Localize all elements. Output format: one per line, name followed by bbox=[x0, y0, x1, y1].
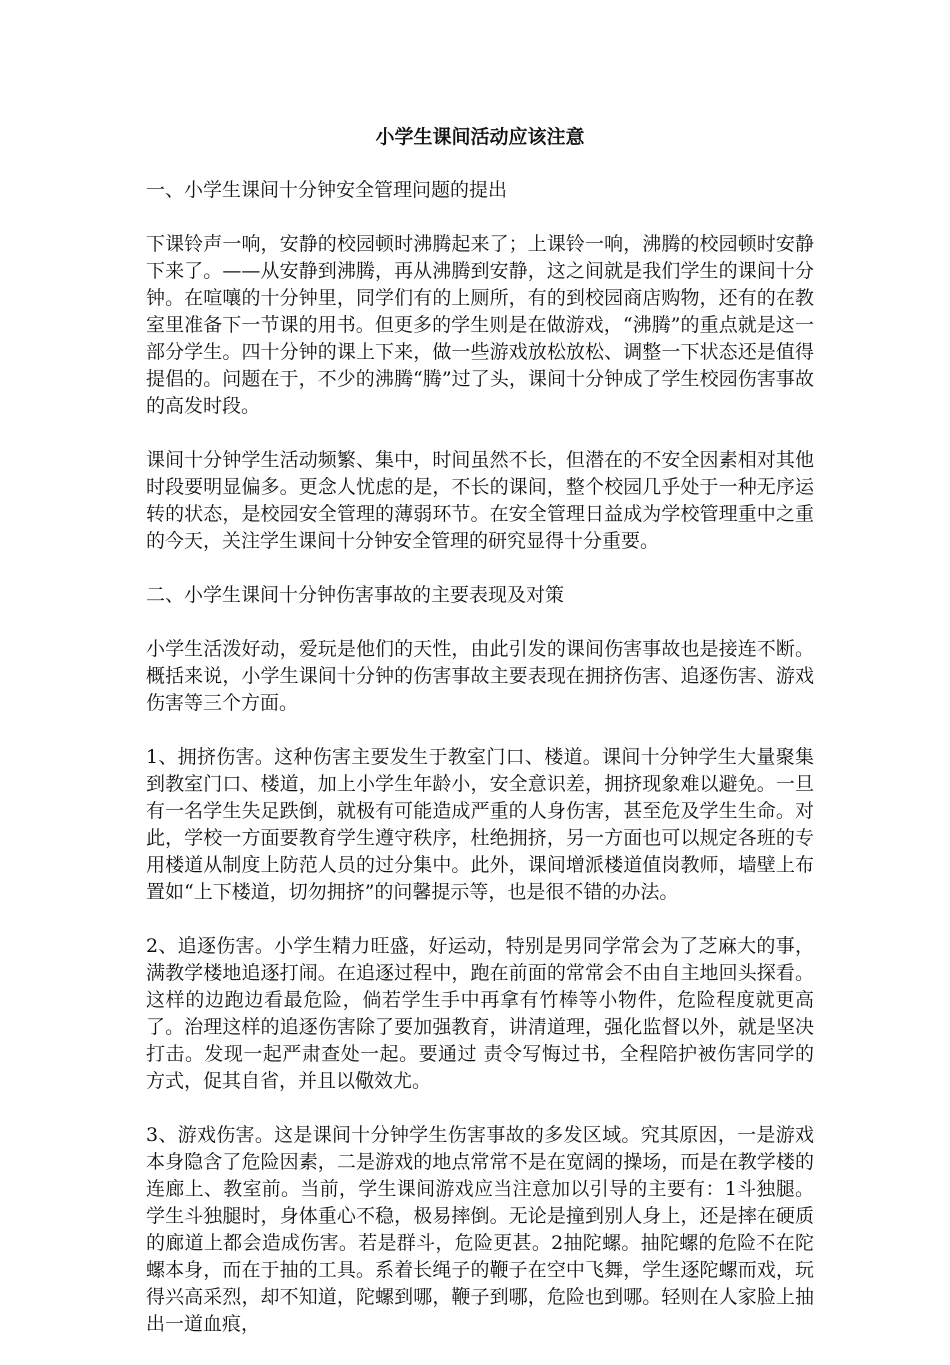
document-body bbox=[146, 120, 814, 1365]
paragraph: 2、追逐伤害。小学生精力旺盛，好运动，特别是男同学常会为了芝麻大的事，满教学楼地追逐打闹。在追逐过程中，跑在前面的常常会不由自主地回头探看。这样的边跑边看最危险，倘若学生手中再拿有竹棒等小物件，危险程度就更高了。治理这样的追逐伤害除了要加强教育，讲清道理，强化监督以外，就是坚决打击。发现一起严肃查处一起。要通过 责令写悔过书，全程陪护被伤害同学的方式，促其自省，并且以儆效尤。 bbox=[146, 935, 814, 1092]
document-title: 小学生课间活动应该注意 bbox=[375, 126, 585, 148]
paragraph: 课间十分钟学生活动频繁、集中，时间虽然不长，但潜在的不安全因素相对其他时段要明显偏多。更念人忧虑的是，不长的课间，整个校园几乎处于一种无序运转的状态，是校园安全管理的薄弱环节。在安全管理日益成为学校管理重中之重的今天，关注学生课间十分钟安全管理的研究显得十分重要。 bbox=[146, 449, 814, 552]
paragraph: 下课铃声一响，安静的校园顿时沸腾起来了；上课铃一响，沸腾的校园顿时安静下来了。——从安静到沸腾，再从沸腾到安静，这之间就是我们学生的课间十分钟。在喧嚷的十分钟里，同学们有的上厕所，有的到校园商店购物，还有的在教室里准备下一节课的用书。但更多的学生则是在做游戏，“沸腾”的重点就是这一部分学生。四十分钟的课上下来，做一些游戏放松放松、调整一下状态还是值得提倡的。问题在于，不少的沸腾“腾”过了头，课间十分钟成了学生校园伤害事故的高发时段。 bbox=[146, 233, 814, 417]
section-heading-1: 一、小学生课间十分钟安全管理问题的提出 bbox=[146, 179, 508, 201]
paragraph: 1、拥挤伤害。这种伤害主要发生于教室门口、楼道。课间十分钟学生大量聚集到教室门口、楼道，加上小学生年龄小，安全意识差，拥挤现象难以避免。一旦有一名学生失足跌倒，就极有可能造成严重的人身伤害，甚至危及学生生命。对此，学校一方面要教育学生遵守秩序，杜绝拥挤，另一方面也可以规定各班的专用楼道从制度上防范人员的过分集中。此外，课间增派楼道值岗教师，墙壁上布置如“上下楼道，切勿拥挤”的问馨提示等，也是很不错的办法。 bbox=[146, 746, 814, 903]
paragraph: 3、游戏伤害。这是课间十分钟学生伤害事故的多发区域。究其原因，一是游戏本身隐含了危险因素，二是游戏的地点常常不是在宽阔的操场，而是在教学楼的连廊上、教室前。当前，学生课间游戏应当注意加以引导的主要有：1斗独腿。学生斗独腿时，身体重心不稳，极易摔倒。无论是撞到别人身上，还是摔在硬质的廊道上都会造成伤害。若是群斗，危险更甚。2抽陀螺。抽陀螺的危险不在陀螺本身，而在于抽的工具。系着长绳子的鞭子在空中飞舞，学生逐陀螺而戏，玩得兴高采烈，却不知道，陀螺到哪，鞭子到哪，危险也到哪。轻则在人家脸上抽出一道血痕， bbox=[146, 1124, 814, 1335]
section-heading-2: 二、小学生课间十分钟伤害事故的主要表现及对策 bbox=[146, 584, 565, 606]
paragraph: 小学生活泼好动，爱玩是他们的天性，由此引发的课间伤害事故也是接连不断。概括来说，小学生课间十分钟的伤害事故主要表现在拥挤伤害、追逐伤害、游戏伤害等三个方面。 bbox=[146, 638, 814, 714]
